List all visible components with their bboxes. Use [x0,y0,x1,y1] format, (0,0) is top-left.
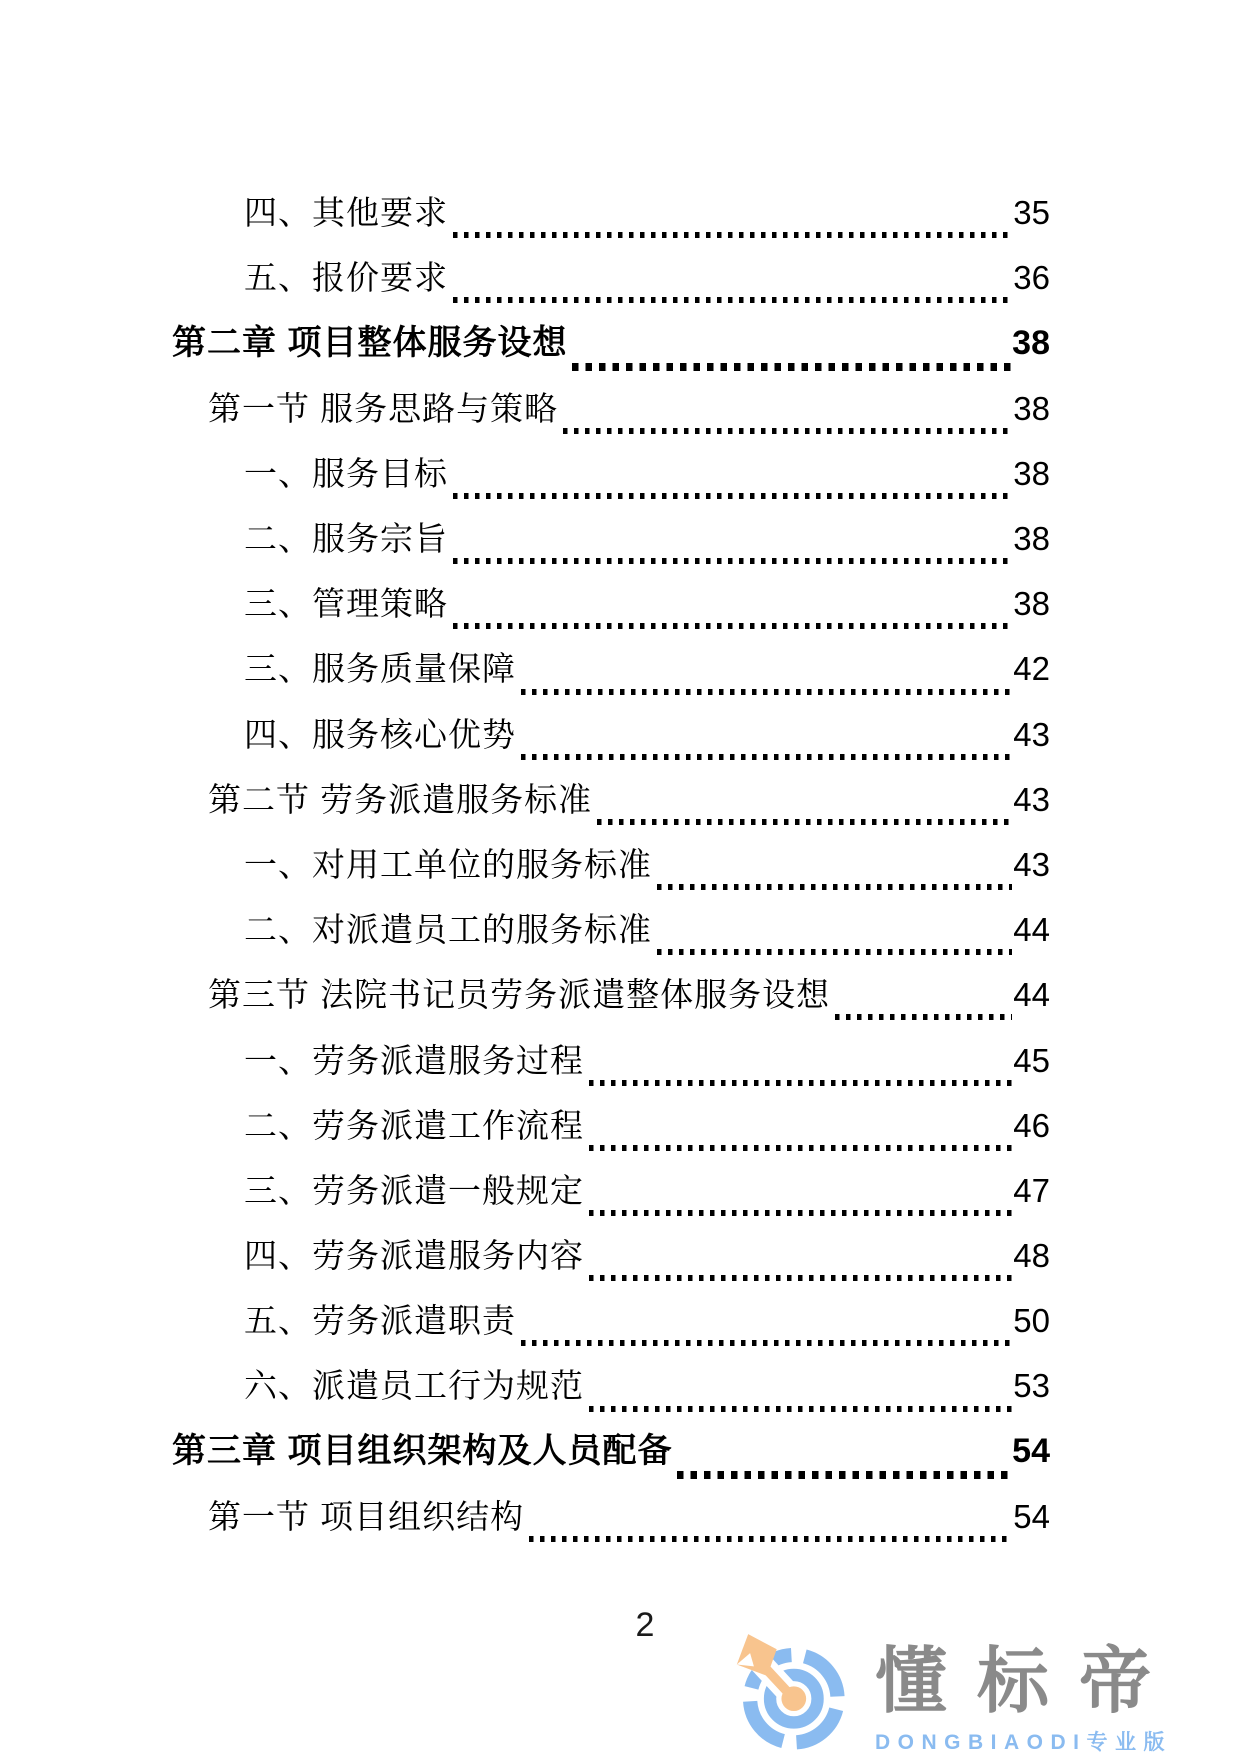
toc-entry-page: 53 [1013,1367,1050,1405]
toc-leader-dots [521,689,1012,695]
toc-entry[interactable] [172,180,1050,245]
toc-entry[interactable] [172,245,1050,310]
toc-entry-page: 38 [1013,585,1050,623]
toc-leader-dots [453,232,1012,238]
toc-entry-page: 38 [1012,323,1050,362]
toc-entry[interactable] [172,962,1050,1027]
toc-entry-page: 43 [1013,715,1050,753]
toc-entry[interactable] [172,636,1050,701]
toc-entry-page: 44 [1013,911,1050,949]
toc-leader-dots [453,623,1012,629]
dongbiaodi-watermark [733,1632,1181,1754]
toc-entry-label: 二、对派遣员工的服务标准 [244,911,652,949]
toc-entry-page: 45 [1013,1041,1050,1079]
toc-entry[interactable] [172,1093,1050,1158]
toc-entry-page: 38 [1013,389,1050,427]
toc-leader-dots [563,428,1012,434]
toc-leader-dots [835,1014,1012,1020]
toc-entry-label: 一、服务目标 [244,454,448,492]
toc-entry-page: 47 [1013,1171,1050,1209]
toc-entry-page: 54 [1013,1497,1050,1535]
toc-leader-dots [589,1406,1012,1412]
toc-entry[interactable] [172,1158,1050,1223]
toc-leader-dots [589,1080,1012,1086]
toc-leader-dots [589,1145,1012,1151]
toc-leader-dots [589,1210,1012,1216]
toc-entry-label: 第二节 劳务派遣服务标准 [208,780,593,818]
toc-entry-page: 38 [1013,454,1050,492]
toc-leader-dots [589,1275,1012,1281]
toc-entry[interactable] [172,1353,1050,1418]
toc-entry-page: 43 [1013,845,1050,883]
toc-entry-label: 第二章 项目整体服务设想 [172,323,568,362]
toc-entry-label: 四、服务核心优势 [244,715,516,753]
toc-leader-dots [572,363,1011,371]
toc-entry[interactable] [172,767,1050,832]
toc-entry-label: 五、报价要求 [244,259,448,297]
toc-entry-page: 54 [1012,1432,1050,1471]
toc-entry-page: 35 [1013,194,1050,232]
toc-entry[interactable] [172,1419,1050,1484]
toc-entry-label: 第三节 法院书记员劳务派遣整体服务设想 [208,976,831,1014]
toc-entry-label: 三、服务质量保障 [244,650,516,688]
toc-entry-label: 三、管理策略 [244,585,448,623]
toc-entry-label: 六、派遣员工行为规范 [244,1367,584,1405]
toc-entry-label: 第三章 项目组织架构及人员配备 [172,1432,673,1471]
toc-entry-label: 第一节 服务思路与策略 [208,389,559,427]
watermark-subtitle: DONGBIAODI专业版 [875,1731,1172,1754]
toc-entry-label: 五、劳务派遣职责 [244,1302,516,1340]
toc-leader-dots [521,754,1012,760]
toc-entry[interactable] [172,702,1050,767]
toc-entry[interactable] [172,897,1050,962]
toc-entry[interactable] [172,441,1050,506]
toc-entry[interactable] [172,310,1050,375]
toc-entry-label: 一、对用工单位的服务标准 [244,845,652,883]
toc-entry[interactable] [172,832,1050,897]
toc-list [172,180,1050,1549]
toc-entry-page: 38 [1013,520,1050,558]
toc-entry[interactable] [172,506,1050,571]
toc-leader-dots [529,1536,1012,1542]
toc-entry-label: 第一节 项目组织结构 [208,1497,525,1535]
toc-entry-page: 46 [1013,1106,1050,1144]
toc-entry-page: 43 [1013,780,1050,818]
toc-leader-dots [657,949,1012,955]
toc-entry[interactable] [172,1288,1050,1353]
toc-entry-label: 一、劳务派遣服务过程 [244,1041,584,1079]
toc-entry-page: 36 [1013,259,1050,297]
toc-entry-page: 42 [1013,650,1050,688]
toc-entry[interactable] [172,1027,1050,1092]
toc-entry[interactable] [172,571,1050,636]
toc-entry-page: 44 [1013,976,1050,1014]
toc-entry-label: 四、其他要求 [244,194,448,232]
toc-leader-dots [453,493,1012,499]
toc-entry[interactable] [172,1484,1050,1549]
toc-entry-label: 四、劳务派遣服务内容 [244,1237,584,1275]
toc-entry[interactable] [172,376,1050,441]
toc-entry-label: 二、劳务派遣工作流程 [244,1106,584,1144]
toc-entry-page: 50 [1013,1302,1050,1340]
toc-leader-dots [453,297,1012,303]
toc-entry-label: 三、劳务派遣一般规定 [244,1171,584,1209]
toc-leader-dots [597,819,1012,825]
target-dart-icon [733,1632,847,1754]
toc-leader-dots [677,1471,1011,1479]
watermark-brand-name: 懂标帝 [875,1642,1182,1722]
toc-leader-dots [657,884,1012,890]
toc-entry[interactable] [172,1223,1050,1288]
toc-entry-page: 48 [1013,1237,1050,1275]
watermark-text [875,1642,1182,1754]
toc-leader-dots [453,558,1012,564]
page-number: 2 [635,1606,655,1644]
toc-entry-label: 二、服务宗旨 [244,520,448,558]
toc-leader-dots [521,1340,1012,1346]
